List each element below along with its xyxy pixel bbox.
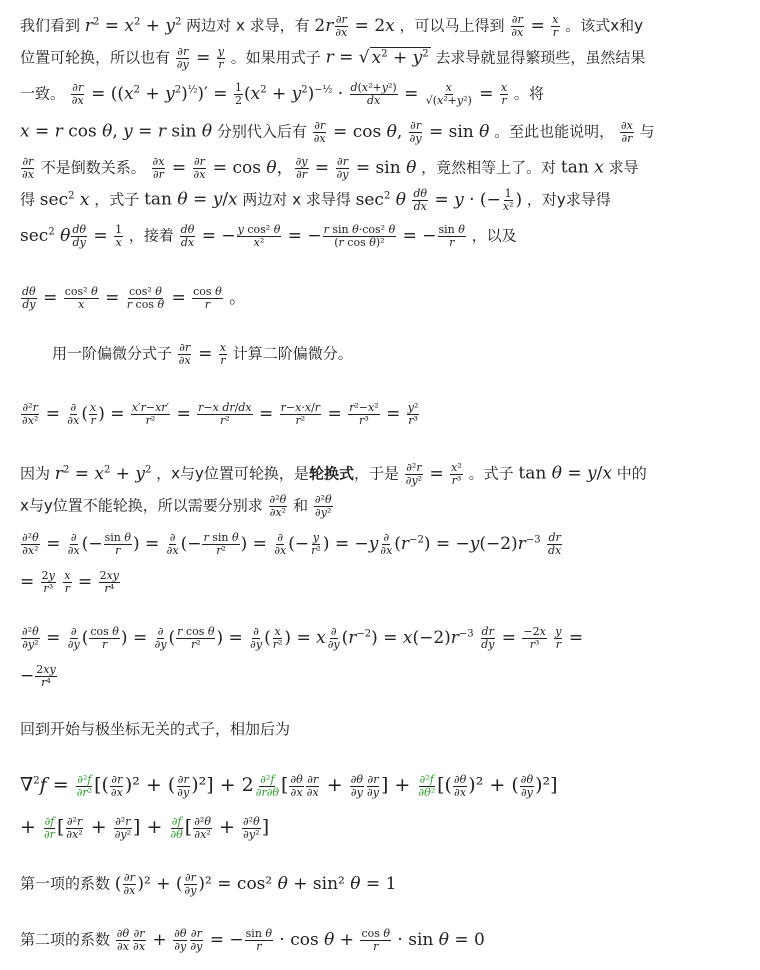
math: tan x — [560, 157, 604, 178]
equation-1 — [20, 402, 420, 426]
text: 两边对 x 求导，有 — [186, 16, 310, 35]
math: $\frac{\partial\theta}{\partial x}$ $\frac{\partial r}{\partial x}$ + $\frac{\partial\theta}{\partial y}$ $\frac{\partial r}{\partial y}$ = − $\frac{\text{sin θ}}{r}$ · cos θ + $\frac{\text{cos θ}}{r}$ · sin θ = 0 — [116, 927, 485, 953]
math: $\frac{\text{∂²θ}}{\text{∂x²}}$ — [269, 493, 287, 519]
math: $\frac{\text{∂²r}}{\text{∂y²}}$ = $\frac{\text{x²}}{\text{r³}}$ — [405, 461, 462, 487]
math: − $\frac{2xy}{\text{r⁴}}$ — [20, 663, 56, 689]
math: $\frac{\partial r}{\partial x}$ — [22, 155, 34, 181]
text: ，x与y位置可轮换，是 — [156, 464, 309, 483]
math: $\frac{\text{∂²θ}}{\text{∂y²}}$ — [314, 493, 332, 519]
math: $\frac{d\theta}{dx}$ = − $\frac{\text{y cos² θ}}{\text{x²}}$ = − $\frac{\text{r sin θ·cos² θ}}{\text{(r cos θ)²}}$ = − $\frac{\text{sin θ}}{r}$ — [180, 223, 465, 249]
math: $r^2 = x^2 + y^2$ — [84, 15, 182, 36]
math: + $\frac{\partial f}{\partial r}$ [ $\frac{\text{∂²r}}{\text{∂x²}}$ + $\frac{\text{∂²r}}{\text{∂y²}}$ ] + $\frac{\partial f}{\partial\theta}$ [ $\frac{\text{∂²θ}}{\text{∂x²}}$ + $\frac{\text{∂²θ}}{\text{∂y²}}$ ] — [20, 815, 270, 841]
text: 用一阶偏微分式子 — [52, 344, 173, 363]
math: $\frac{\partial x}{\partial r}$ — [620, 119, 633, 145]
text: 。如果用式子 — [230, 48, 321, 67]
text: 计算二阶偏微分。 — [232, 344, 353, 363]
text: 。将 — [513, 84, 544, 103]
text: ，对y求导得 — [526, 190, 611, 209]
line-8 — [20, 286, 246, 310]
text: 因为 — [20, 464, 51, 483]
line-12 — [20, 722, 290, 737]
math: $\sec^2 x$ — [39, 189, 90, 210]
text: ，竟然相等上了。对 — [421, 158, 557, 177]
text: ，以及 — [471, 226, 517, 245]
text: 。式子 — [468, 464, 514, 483]
math: ∇$^2$f = $\frac{\text{∂²f}}{\text{∂r²}}$ [( $\frac{\partial r}{\partial x}$ )² + ( $\frac{\partial r}{\partial y}$ )²] + 2 $\frac{\text{∂²f}}{\partial r\partial\theta}$ [ $\frac{\partial\theta}{\partial x}$ $\frac{\partial r}{\partial x}$ + $\frac{\partial\theta}{\partial y}$ $\frac{\partial r}{\partial y}$ ] + $\frac{\text{∂²f}}{\text{∂θ²}}$ [( $\frac{\partial\theta}{\partial x}$ )² + ( $\frac{\partial\theta}{\partial y}$ )²] — [20, 773, 558, 799]
text: 回到开始与极坐标无关的式子，相加后为 — [20, 720, 291, 738]
line-10 — [20, 462, 647, 486]
line-9 — [52, 342, 353, 366]
line-7 — [20, 224, 517, 248]
equation-3 — [20, 626, 583, 650]
text: 不是倒数关系。 — [40, 158, 146, 177]
line-13 — [20, 872, 396, 896]
text: 位置可轮换，所以也有 — [20, 48, 171, 67]
text: 。至此也能说明， — [494, 122, 615, 141]
text: 与 — [639, 122, 655, 141]
text: ，接着 — [128, 226, 174, 245]
math: tan θ = y/x — [518, 463, 612, 484]
line-11 — [20, 494, 334, 518]
text: 第二项的系数 — [20, 930, 111, 949]
text: 。该式x和y — [565, 16, 644, 35]
text: 我们看到 — [20, 16, 81, 35]
math: $\sec^2 \theta$ $\frac{d\theta}{dx}$ = y · (− $\frac{1}{\text{x²}}$ ) — [355, 187, 523, 213]
line-1 — [20, 14, 643, 38]
text: 两边对 x 求导得 — [242, 190, 351, 209]
line-14 — [20, 928, 485, 952]
text: 得 — [20, 190, 36, 209]
text: x与y位置不能轮换，所以需要分别求 — [20, 496, 263, 515]
math: r = √ $x^2 + y^2$ — [325, 47, 429, 68]
math: $\frac{\text{∂²θ}}{\text{∂y²}}$ = ∂ ∂y ( $\frac{\text{cos θ}}{r}$ ) = ∂ ∂y ( $\frac{\text{r cos θ}}{\text{r²}}$ ) = ∂ ∂y ( $\frac{x}{\text{r²}}$ ) = x ∂ ∂y $(r^{-2}) = x(-2)r^{-3}$ $\frac{dr}{dy}$ = $\frac{-2x}{\text{r³}}$ $\frac{y}{r}$ = — [22, 625, 584, 651]
equation-3b — [20, 664, 58, 688]
math: = $\frac{2y}{\text{r³}}$ $\frac{x}{r}$ = $\frac{2xy}{\text{r⁴}}$ — [20, 569, 119, 595]
line-6 — [20, 188, 611, 212]
text: ，式子 — [94, 190, 140, 209]
text: 去求导就显得繁琐些，虽然结果 — [435, 48, 646, 67]
equation-2 — [20, 532, 563, 556]
math: $\frac{\partial r}{\partial x}$ = $\frac{x}{r}$ — [178, 341, 226, 367]
math: x = r cos θ, y = r sin θ — [20, 121, 213, 142]
text: 分别代入后有 — [216, 122, 307, 141]
text: ，可以马上得到 — [399, 16, 505, 35]
math: $\frac{\partial r}{\partial x}$ = $\frac{x}{r}$ — [511, 13, 559, 39]
line-2 — [20, 46, 645, 70]
text: 一致。 — [20, 84, 66, 103]
line-5 — [20, 156, 639, 180]
text: 中的 — [616, 464, 647, 483]
math: $\frac{\text{∂²θ}}{\text{∂x²}}$ = ∂ ∂x (− $\frac{\text{sin θ}}{r}$ ) = ∂ ∂x (− $\frac{\text{r sin θ}}{\text{r²}}$ ) = ∂ ∂x (− $\frac{y}{\text{r²}}$ ) = −y ∂ ∂x $(r^{-2}) = -y(-2)r^{-3}$ $\frac{dr}{dx}$ — [22, 531, 562, 557]
math: $\frac{\text{∂²r}}{\text{∂x²}}$ = ∂ ∂x ( $\frac{x}{r}$ ) = $\frac{x'r-xr'}{\text{r²}}$ = $\frac{\text{r−x dr/dx}}{\text{r²}}$ = $\frac{r-x\cdot x/r}{\text{r²}}$ = $\frac{\text{r²−x²}}{\text{r³}}$ = $\frac{\text{y²}}{\text{r³}}$ — [22, 401, 419, 427]
bold-term: 轮换式 — [308, 464, 354, 483]
line-4 — [20, 120, 655, 144]
text: 求导 — [608, 158, 639, 177]
text: 第一项的系数 — [20, 874, 111, 893]
math: $\frac{\partial r}{\partial x}$ = cos θ, $\frac{\partial r}{\partial y}$ = sin θ — [313, 119, 490, 145]
line-3 — [20, 82, 544, 106]
math: ( $\frac{\partial r}{\partial x}$ )² + ( $\frac{\partial r}{\partial y}$ )² = cos² θ + sin² θ = 1 — [114, 871, 397, 897]
math: $\frac{\partial r}{\partial y}$ = $\frac{y}{r}$ — [176, 45, 224, 71]
equation-2b — [20, 570, 121, 594]
math: $\frac{\partial x}{\partial r}$ = $\frac{\partial r}{\partial x}$ = cos θ， $\frac{\partial y}{\partial r}$ = $\frac{\partial r}{\partial y}$ = sin θ — [152, 155, 417, 181]
text: 和 — [293, 496, 309, 515]
text: ，于是 — [353, 464, 399, 483]
math: $\frac{d\theta}{dy}$ = $\frac{\text{cos² θ}}{x}$ = $\frac{\text{cos² θ}}{\text{r cos θ}}$ = $\frac{\text{cos θ}}{r}$ 。 — [22, 285, 247, 311]
math: $\sec^2 \theta$ $\frac{d\theta}{dy}$ = $\frac{1}{x}$ — [20, 223, 123, 249]
math: $\frac{\partial r}{\partial x}$ = $((x^2 + y^2)^{\frac{1}{2}})'$ = $\frac{1}{2}$ $(x^2 + y^2)^{-\frac{1}{2}}$ · $\frac{\text{d(x²+y²)}}{dx}$ = $\frac{x}{\text{√(x²+y²)}}$ = $\frac{x}{r}$ — [71, 81, 508, 107]
equation-4b — [20, 816, 269, 840]
math: $r^2 = x^2 + y^2$ — [54, 463, 152, 484]
math: 2r $\frac{\partial r}{\partial x}$ = 2x — [314, 13, 395, 39]
math: tan θ = y/x — [144, 189, 238, 210]
equation-4 — [20, 774, 558, 798]
